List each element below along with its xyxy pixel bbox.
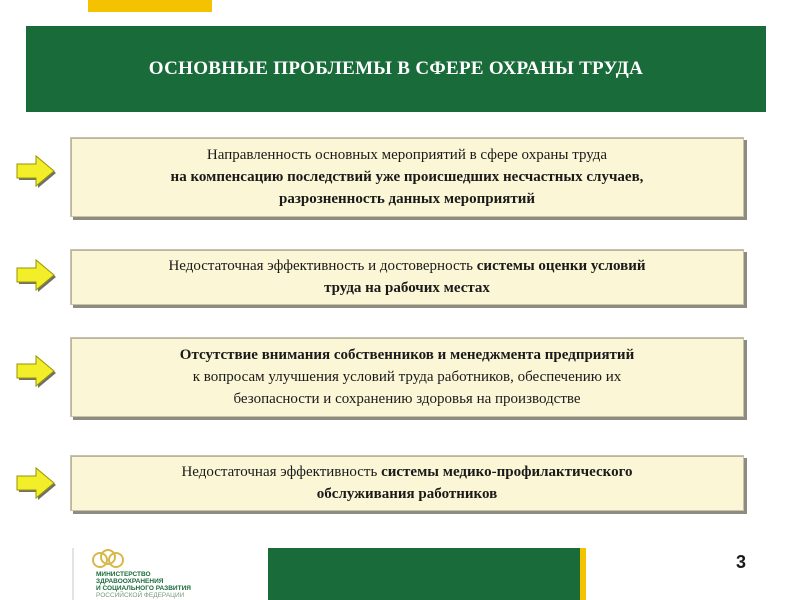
- problem-4-line-1: [181, 461, 632, 483]
- problem-3-line-3: безопасности и сохранению здоровья на производстве: [233, 391, 581, 407]
- problem-4-bold-1: системы медико-профилактического: [381, 464, 633, 480]
- problem-2-plain: Недостаточная эффективность и достоверность: [168, 258, 474, 274]
- arrow-right-icon: [14, 258, 56, 292]
- problem-2-line-1: [168, 255, 645, 277]
- problem-3-line-2: к вопросам улучшения условий труда работников, обеспечению их: [192, 369, 622, 385]
- problem-1-line-3: разрозненность данных мероприятий: [279, 191, 535, 207]
- problem-box-3: [70, 337, 744, 417]
- problem-4-plain: Недостаточная эффективность: [181, 464, 378, 480]
- arrow-right-icon: [14, 154, 56, 188]
- logo-line-1: МИНИСТЕРСТВО: [96, 571, 151, 578]
- page-number: 3: [736, 552, 747, 572]
- problem-2-bold-1: системы оценки условий: [476, 258, 646, 274]
- arrow-right-icon: [14, 466, 56, 500]
- problem-2-line-2: труда на рабочих местах: [324, 280, 490, 296]
- footer-accent-bar: [580, 548, 586, 600]
- problem-1-line-1: Направленность основных мероприятий в сфере охраны труда: [206, 147, 608, 163]
- footer-green-bar: [268, 548, 580, 600]
- ministry-logo-text: [96, 571, 226, 599]
- logo-divider: [72, 548, 74, 600]
- title-banner: [26, 26, 766, 112]
- logo-line-3: И СОЦИАЛЬНОГО РАЗВИТИЯ: [96, 585, 191, 592]
- problem-box-2: [70, 249, 744, 305]
- page-title: ОСНОВНЫЕ ПРОБЛЕМЫ В СФЕРЕ ОХРАНЫ ТРУДА: [148, 58, 644, 79]
- logo-line-2: ЗДРАВООХРАНЕНИЯ: [96, 578, 164, 585]
- arrow-right-icon: [14, 354, 56, 388]
- problem-4-line-2: обслуживания работников: [316, 486, 498, 502]
- problem-3-line-1: Отсутствие внимания собственников и менеджмента предприятий: [179, 347, 635, 363]
- ministry-emblem-icon: [90, 548, 126, 572]
- logo-line-4: РОССИЙСКОЙ ФЕДЕРАЦИИ: [96, 592, 185, 599]
- top-accent-bar: [88, 0, 212, 12]
- problem-box-1: [70, 137, 744, 217]
- problem-1-line-2: на компенсацию последствий уже происшедших несчастных случаев,: [170, 169, 644, 185]
- problem-box-4: [70, 455, 744, 511]
